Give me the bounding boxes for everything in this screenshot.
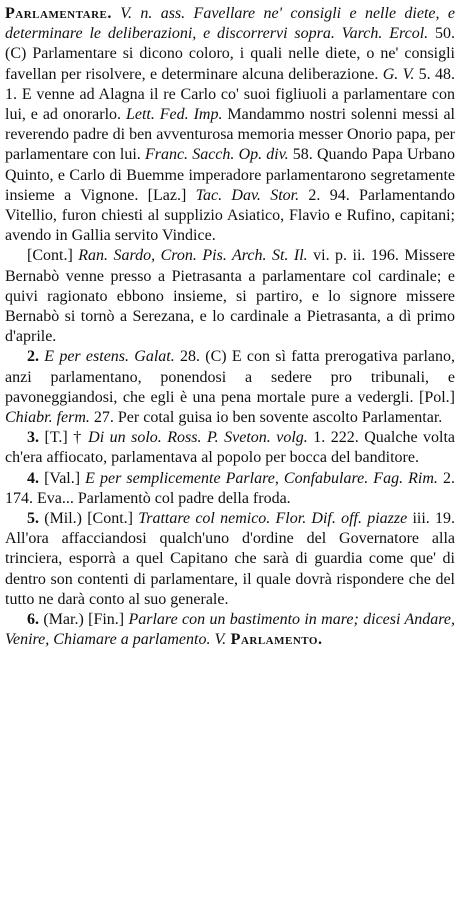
italic-text: Ran. Sardo, Cron. Pis. Arch. St. Il.	[78, 247, 308, 265]
sense-number: 4.	[27, 469, 45, 487]
text-run: 5. 48. 1. E venne ad Alagna il re Carlo co' suoi figliuoli a parlamentare con lui, e ad onorarlo.	[5, 65, 456, 124]
text-run: 50. (C) Parlamentare si dicono coloro, i quali nelle diete, o ne' consigli favellan per risolvere, e determinare alcuna deliberazione.	[5, 25, 456, 83]
italic-text: Franc. Sacch. Op. div.	[144, 146, 289, 164]
sense-number: 5.	[27, 510, 45, 528]
italic-text: Trattare col nemico. Flor. Dif. off. piazze	[138, 510, 408, 528]
sense-number: 2.	[27, 348, 45, 366]
text-run: 2. 174. Eva... Parlamentò col padre della froda.	[5, 469, 455, 507]
sense-number: 3.	[27, 429, 45, 447]
text-run: iii. 19. All'ora affacciandosi qualch'uno d'ordine del Governatore alla trinciera, esporrà a quel Capitano che sarà di guardia come que' di dentro son contenti di parlamentare, il quale dovrà rispondere che del tutto ne darà conto al suo generale.	[5, 510, 456, 608]
headword: Parlamento.	[226, 631, 323, 649]
italic-text: Parlare con un bastimento in mare; dicesi Andare, Venire, Chiamare a parlamento. V.	[5, 611, 456, 649]
text-run: 58. Quando Papa Urbano Quinto, e Carlo di Buemme imperadore parlamentarono segretamente insieme a Vignone. [Laz.]	[5, 146, 455, 204]
italic-text: Lett. Fed. Imp.	[125, 106, 223, 124]
italic-text: Chiabr. ferm.	[5, 409, 90, 427]
entry-paragraph	[5, 347, 455, 428]
entry-paragraph	[5, 428, 455, 468]
text-run: 2. 94. Parlamentando Vitellio, furon chiesti al supplizio Asiatico, Flavio e Rufino, capitani; avendo in Gallia servito Vindice.	[5, 186, 456, 245]
text-run: vi. p. ii. 196. Missere Bernabò venne presso a Pietrasanta a parlamentare col cardinale; e quivi ragionato ebbono insieme, si partiro, e lo signore missere Bernabò si tornò a Serezana, e lo cardinale a Pietrasanta, a dì primo d'aprile.	[5, 247, 455, 346]
text-run: 27. Per cotal guisa io ben sovente ascolto Parlamentar.	[89, 409, 443, 427]
text-run: [Val.]	[44, 469, 86, 487]
sense-number: 6.	[27, 611, 44, 629]
text-run: (Mar.) [Fin.]	[43, 611, 129, 629]
text-run: 1. 222. Qualche volta ch'era affiocato, parlamentava al popolo per bocca del banditore.	[5, 429, 456, 467]
italic-text: V. n. ass. Favellare ne' consigli e nelle diete, e determinare le deliberazioni, e discorrervi sopra. Varch. Ercol.	[5, 5, 455, 43]
entry-paragraph	[5, 246, 455, 347]
entry-paragraph	[5, 469, 455, 509]
headword: Parlamentare.	[5, 5, 112, 22]
italic-text: G. V.	[382, 65, 415, 83]
text-run: [T.] †	[44, 429, 89, 447]
italic-text: E per semplicemente Parlare, Confabulare. Fag. Rim.	[85, 469, 438, 487]
entry-paragraph	[5, 509, 455, 610]
entry-paragraph	[5, 610, 455, 650]
text-run: Mandammo nostri solenni messi al reverendo padre di ben avventurosa memoria messer Onorio papa, per parlamentare con lui.	[5, 106, 456, 164]
italic-text: Tac. Dav. Stor.	[195, 186, 300, 204]
text-run: (Mil.) [Cont.]	[44, 510, 139, 528]
italic-text: E per estens. Galat.	[44, 348, 175, 366]
text-run: 28. (C) E con sì fatta prerogativa parlano, anzi parlamentano, ponendosi a sedere pro tribunali, e pavoneggiandosi, che egli è una pena mortale pure a vedergli. [Pol.]	[5, 348, 456, 406]
italic-text: Di un solo. Ross. P. Sveton. volg.	[88, 429, 308, 447]
entry-paragraph	[5, 4, 455, 246]
text-run: [Cont.]	[27, 247, 79, 265]
